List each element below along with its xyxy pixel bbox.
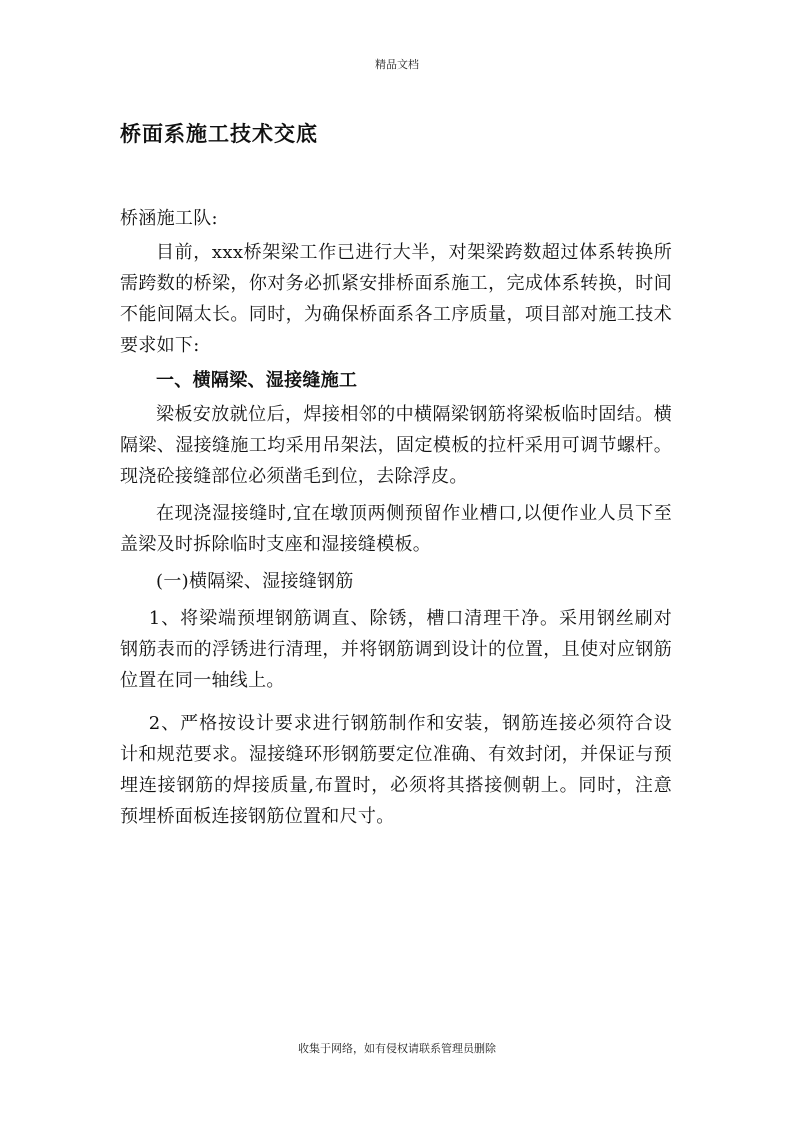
page-footer: 收集于网络，如有侵权请联系管理员删除: [298, 1042, 496, 1055]
list-item-2: 2、严格按设计要求进行钢筋制作和安装，钢筋连接必须符合设计和规范要求。湿接缝环形钢筋要定位准确、有效封闭，并保证与预埋连接钢筋的焊接质量,布置时，必须将其搭接侧朝上。同时，注意预埋桥面板连接钢筋位置和尺寸。: [120, 713, 672, 827]
document-body: [120, 203, 672, 832]
section-heading-1: 一、横隔梁、湿接缝施工: [156, 370, 358, 391]
intro-paragraph: 目前，xxx桥架梁工作已进行大半，对架梁跨数超过体系转换所需跨数的桥梁，你对务必抓紧安排桥面系施工，完成体系转换，时间不能间隔太长。同时，为确保桥面系各工序质量，项目部对施工技术要求如下:: [120, 242, 672, 356]
salutation: 桥涵施工队:: [120, 208, 218, 229]
section1-paragraph-2: 在现浇湿接缝时,宜在墩顶两侧预留作业槽口,以便作业人员下至盖梁及时拆除临时支座和湿接缝模板。: [120, 503, 672, 555]
list-item-1: 1、将梁端预埋钢筋调直、除锈，槽口清理干净。采用钢丝刷对钢筋表而的浮锈进行清理，并将钢筋调到设计的位置，且使对应钢筋位置在同一轴线上。: [120, 608, 672, 691]
section1-paragraph-1: 梁板安放就位后，焊接相邻的中横隔梁钢筋将梁板临时固结。横隔梁、湿接缝施工均采用吊架法，固定模板的拉杆采用可调节螺杆。现浇砼接缝部位必须凿毛到位，去除浮皮。: [120, 404, 672, 487]
document-title: 桥面系施工技术交底: [120, 122, 318, 146]
subsection-heading-1: (一)横隔梁、湿接缝钢筋: [156, 571, 354, 592]
page-header: 精品文档: [375, 58, 419, 71]
